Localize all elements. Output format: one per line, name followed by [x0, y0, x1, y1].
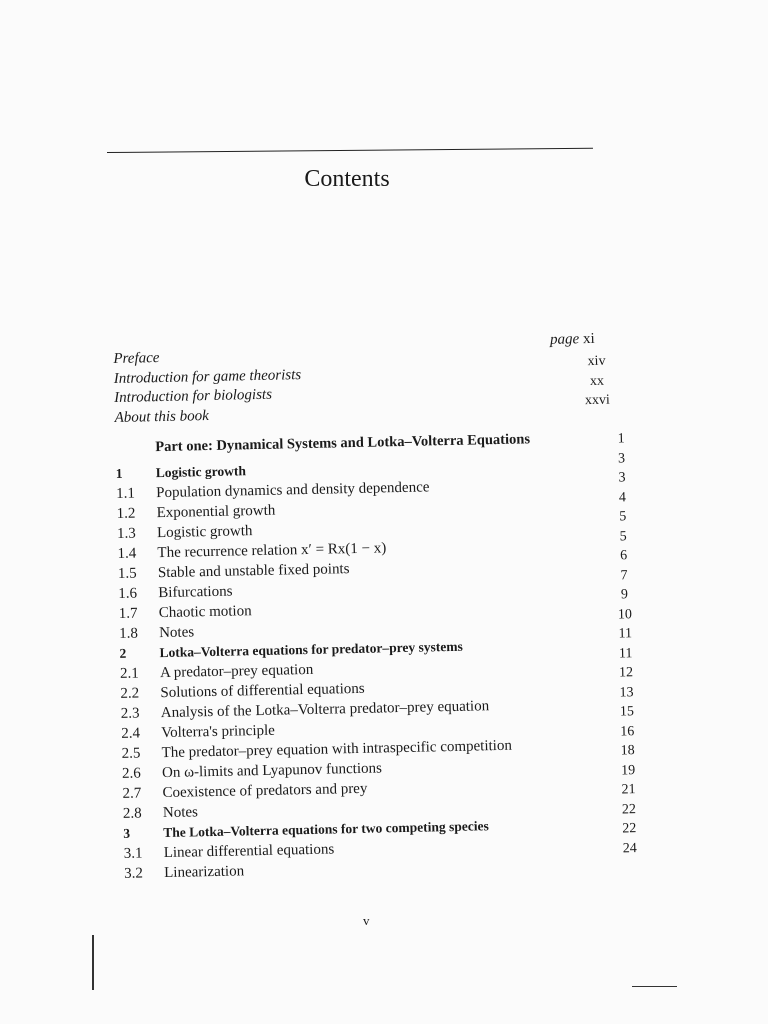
front-matter-page: xxvi — [584, 392, 610, 409]
entry-page: 21 — [621, 782, 636, 798]
entry-page: 18 — [620, 743, 635, 759]
entry-page: 9 — [620, 587, 629, 603]
entry-page: 19 — [620, 762, 636, 778]
entry-page: 5 — [619, 509, 627, 525]
entry-title: Analysis of the Lotka–Volterra predator–prey equation — [160, 698, 490, 722]
table-of-contents — [113, 330, 637, 884]
entry-title: Notes — [158, 624, 195, 642]
entry-page: 3 — [618, 470, 626, 486]
entry-number: 2.2 — [120, 685, 140, 702]
entry-number: 1.7 — [118, 605, 138, 622]
front-matter-item: Preface — [113, 350, 160, 367]
entry-number: 2 — [119, 645, 127, 661]
part-page: 1 — [617, 431, 625, 447]
entry-number: 2.3 — [120, 705, 140, 722]
entry-number: 2.1 — [119, 665, 139, 682]
front-matter-page: xx — [589, 373, 605, 389]
entry-title: Solutions of differential equations — [160, 680, 365, 702]
entry-number: 3.1 — [123, 845, 143, 862]
entry-page: 16 — [620, 723, 635, 739]
entry-page: 15 — [619, 704, 635, 720]
entry-pages — [601, 429, 650, 859]
entry-page: 11 — [618, 626, 633, 642]
page-title: Contents — [304, 166, 390, 192]
entry-page: 4 — [618, 489, 627, 505]
front-matter-list — [113, 340, 615, 428]
entry-number: 3 — [123, 825, 131, 841]
entry-title: Lotka–Volterra equations for predator–prey systems — [159, 638, 463, 661]
front-matter-item: Introduction for biologists — [114, 386, 273, 406]
entry-title: Volterra's principle — [161, 722, 276, 742]
entry-page: 5 — [619, 528, 627, 544]
entry-title: Linearization — [164, 863, 245, 882]
entry-title: Coexistence of predators and prey — [162, 780, 368, 802]
entry-title: Exponential growth — [156, 502, 276, 522]
entry-number: 1.6 — [118, 585, 138, 602]
front-matter-page: xiv — [587, 353, 606, 370]
entry-title: Stable and unstable fixed points — [157, 561, 350, 582]
entry-number: 2.6 — [121, 765, 142, 782]
entry-page: 24 — [622, 840, 637, 856]
entry-title: Logistic growth — [156, 523, 253, 542]
entry-page: 13 — [619, 684, 634, 700]
entry-number: 1.5 — [117, 565, 137, 582]
entry-page: 6 — [619, 548, 628, 564]
entry-page: 11 — [618, 645, 633, 661]
entry-title: Logistic growth — [155, 463, 247, 481]
page-number: v — [363, 913, 370, 928]
entry-title: Population dynamics and density dependence — [156, 479, 430, 502]
entry-page: 12 — [618, 665, 634, 681]
header-rule — [107, 148, 593, 153]
scan-edge-mark — [92, 935, 94, 990]
part-heading: Part one: Dynamical Systems and Lotka–Volterra Equations — [155, 431, 531, 456]
page-column — [601, 448, 650, 858]
entry-title: The predator–prey equation with intraspecific competition — [161, 737, 513, 762]
front-matter-pages — [561, 351, 632, 411]
entry-number: 2.7 — [122, 785, 142, 802]
entry-title: Chaotic motion — [158, 603, 252, 622]
entry-page: 3 — [617, 450, 626, 466]
entry-number: 1 — [115, 465, 123, 481]
entry-page: 22 — [622, 821, 637, 837]
entry-title: Linear differential equations — [163, 841, 335, 862]
entry-title: Notes — [162, 804, 199, 822]
entry-page: 22 — [621, 801, 637, 817]
entry-list — [116, 454, 625, 884]
entry-page: 10 — [617, 606, 633, 622]
entry-number: 2.4 — [121, 725, 141, 742]
entry-title: On ω-limits and Lyapunov functions — [161, 760, 383, 782]
entry-number: 3.2 — [124, 865, 144, 882]
entry-number: 1.2 — [116, 505, 136, 522]
front-matter-item: Introduction for game theorists — [113, 366, 302, 387]
entry-number: 1.3 — [116, 525, 136, 542]
page-column-header: page xi — [549, 330, 595, 348]
front-matter-item: About this book — [114, 407, 209, 426]
entry-title: Bifurcations — [158, 583, 233, 602]
entry-number: 2.5 — [121, 745, 141, 762]
entry-number: 1.8 — [118, 625, 139, 642]
entry-number: 1.4 — [117, 545, 137, 562]
entry-title: The recurrence relation x′ = Rx(1 − x) — [157, 540, 387, 562]
entry-title: A predator–prey equation — [159, 661, 314, 682]
entry-page: 7 — [620, 567, 628, 583]
scan-edge-mark — [632, 986, 677, 987]
entry-number: 2.8 — [122, 805, 142, 822]
entry-title: The Lotka–Volterra equations for two competing species — [163, 818, 489, 841]
entry-number: 1.1 — [116, 485, 136, 502]
